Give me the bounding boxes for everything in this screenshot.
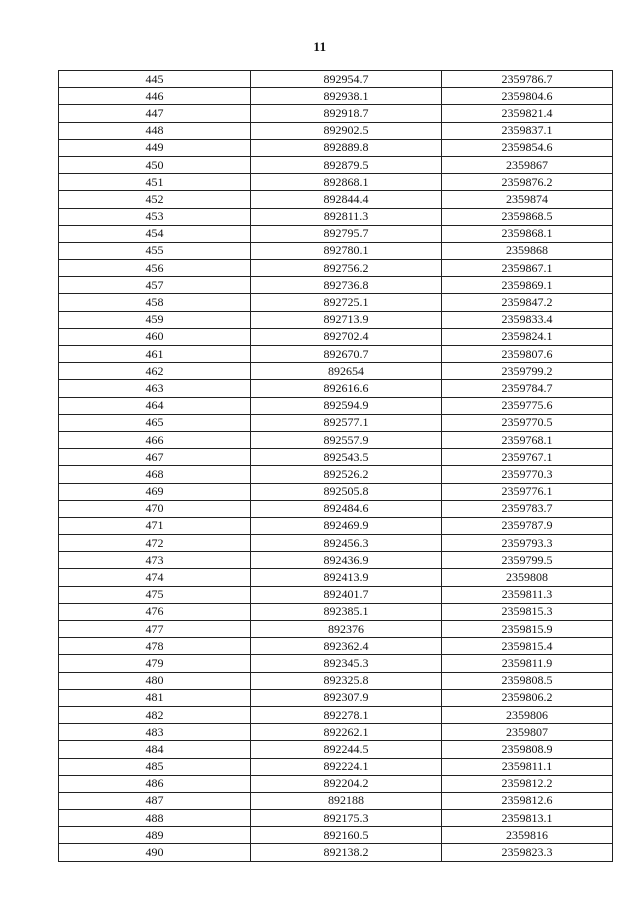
table-row xyxy=(59,552,613,569)
page-number: 11 xyxy=(313,39,327,54)
x-coordinate-cell: 892938.1 xyxy=(251,88,442,105)
x-coordinate-cell: 892713.9 xyxy=(251,311,442,328)
x-coordinate-cell: 892401.7 xyxy=(251,586,442,603)
table-row xyxy=(59,741,613,758)
y-coordinate-cell: 2359807 xyxy=(442,724,613,741)
table-row xyxy=(59,483,613,500)
y-coordinate-cell: 2359767.1 xyxy=(442,449,613,466)
x-coordinate-cell: 892795.7 xyxy=(251,225,442,242)
table-row xyxy=(59,328,613,345)
y-coordinate-cell: 2359833.4 xyxy=(442,311,613,328)
x-coordinate-cell: 892889.8 xyxy=(251,139,442,156)
point-number-cell: 480 xyxy=(59,672,251,689)
table-row xyxy=(59,71,613,88)
point-number-cell: 445 xyxy=(59,71,251,88)
x-coordinate-cell: 892385.1 xyxy=(251,603,442,620)
y-coordinate-cell: 2359808 xyxy=(442,569,613,586)
x-coordinate-cell: 892780.1 xyxy=(251,242,442,259)
point-number-cell: 473 xyxy=(59,552,251,569)
table-row xyxy=(59,638,613,655)
point-number-cell: 472 xyxy=(59,535,251,552)
table-row xyxy=(59,139,613,156)
x-coordinate-cell: 892616.6 xyxy=(251,380,442,397)
point-number-cell: 481 xyxy=(59,689,251,706)
table-row xyxy=(59,672,613,689)
y-coordinate-cell: 2359784.7 xyxy=(442,380,613,397)
point-number-cell: 487 xyxy=(59,792,251,809)
point-number-cell: 489 xyxy=(59,827,251,844)
point-number-cell: 485 xyxy=(59,758,251,775)
table-row xyxy=(59,466,613,483)
y-coordinate-cell: 2359815.9 xyxy=(442,621,613,638)
y-coordinate-cell: 2359776.1 xyxy=(442,483,613,500)
x-coordinate-cell: 892278.1 xyxy=(251,706,442,723)
y-coordinate-cell: 2359837.1 xyxy=(442,122,613,139)
table-row xyxy=(59,792,613,809)
y-coordinate-cell: 2359783.7 xyxy=(442,500,613,517)
point-number-cell: 468 xyxy=(59,466,251,483)
point-number-cell: 474 xyxy=(59,569,251,586)
x-coordinate-cell: 892879.5 xyxy=(251,156,442,173)
table-row xyxy=(59,208,613,225)
x-coordinate-cell: 892670.7 xyxy=(251,346,442,363)
y-coordinate-cell: 2359847.2 xyxy=(442,294,613,311)
point-number-cell: 449 xyxy=(59,139,251,156)
point-number-cell: 470 xyxy=(59,500,251,517)
table-row xyxy=(59,294,613,311)
x-coordinate-cell: 892188 xyxy=(251,792,442,809)
table-row xyxy=(59,363,613,380)
y-coordinate-cell: 2359770.3 xyxy=(442,466,613,483)
table-row xyxy=(59,449,613,466)
point-number-cell: 479 xyxy=(59,655,251,672)
x-coordinate-cell: 892526.2 xyxy=(251,466,442,483)
y-coordinate-cell: 2359854.6 xyxy=(442,139,613,156)
y-coordinate-cell: 2359867.1 xyxy=(442,260,613,277)
table-row xyxy=(59,586,613,603)
point-number-cell: 454 xyxy=(59,225,251,242)
y-coordinate-cell: 2359824.1 xyxy=(442,328,613,345)
table-row xyxy=(59,517,613,534)
table-row xyxy=(59,105,613,122)
x-coordinate-cell: 892204.2 xyxy=(251,775,442,792)
table-row xyxy=(59,397,613,414)
table-row xyxy=(59,724,613,741)
x-coordinate-cell: 892725.1 xyxy=(251,294,442,311)
table-row xyxy=(59,242,613,259)
point-number-cell: 477 xyxy=(59,621,251,638)
x-coordinate-cell: 892918.7 xyxy=(251,105,442,122)
x-coordinate-cell: 892436.9 xyxy=(251,552,442,569)
x-coordinate-cell: 892160.5 xyxy=(251,827,442,844)
y-coordinate-cell: 2359768.1 xyxy=(442,431,613,448)
point-number-cell: 460 xyxy=(59,328,251,345)
table-row xyxy=(59,689,613,706)
y-coordinate-cell: 2359811.1 xyxy=(442,758,613,775)
y-coordinate-cell: 2359812.2 xyxy=(442,775,613,792)
x-coordinate-cell: 892224.1 xyxy=(251,758,442,775)
y-coordinate-cell: 2359799.2 xyxy=(442,363,613,380)
point-number-cell: 464 xyxy=(59,397,251,414)
table-row xyxy=(59,277,613,294)
table-row xyxy=(59,603,613,620)
table-row xyxy=(59,706,613,723)
table-row xyxy=(59,174,613,191)
y-coordinate-cell: 2359868 xyxy=(442,242,613,259)
point-number-cell: 452 xyxy=(59,191,251,208)
y-coordinate-cell: 2359775.6 xyxy=(442,397,613,414)
x-coordinate-cell: 892868.1 xyxy=(251,174,442,191)
y-coordinate-cell: 2359815.4 xyxy=(442,638,613,655)
table-row xyxy=(59,346,613,363)
y-coordinate-cell: 2359811.3 xyxy=(442,586,613,603)
point-number-cell: 466 xyxy=(59,431,251,448)
y-coordinate-cell: 2359793.3 xyxy=(442,535,613,552)
x-coordinate-cell: 892577.1 xyxy=(251,414,442,431)
y-coordinate-cell: 2359787.9 xyxy=(442,517,613,534)
point-number-cell: 450 xyxy=(59,156,251,173)
point-number-cell: 475 xyxy=(59,586,251,603)
table-row xyxy=(59,431,613,448)
y-coordinate-cell: 2359869.1 xyxy=(442,277,613,294)
point-number-cell: 463 xyxy=(59,380,251,397)
point-number-cell: 451 xyxy=(59,174,251,191)
table-row xyxy=(59,827,613,844)
x-coordinate-cell: 892175.3 xyxy=(251,810,442,827)
x-coordinate-cell: 892902.5 xyxy=(251,122,442,139)
table-row xyxy=(59,311,613,328)
y-coordinate-cell: 2359770.5 xyxy=(442,414,613,431)
y-coordinate-cell: 2359815.3 xyxy=(442,603,613,620)
y-coordinate-cell: 2359807.6 xyxy=(442,346,613,363)
point-number-cell: 469 xyxy=(59,483,251,500)
point-number-cell: 488 xyxy=(59,810,251,827)
x-coordinate-cell: 892138.2 xyxy=(251,844,442,861)
x-coordinate-cell: 892702.4 xyxy=(251,328,442,345)
y-coordinate-cell: 2359867 xyxy=(442,156,613,173)
table-row xyxy=(59,156,613,173)
y-coordinate-cell: 2359812.6 xyxy=(442,792,613,809)
y-coordinate-cell: 2359808.5 xyxy=(442,672,613,689)
point-number-cell: 486 xyxy=(59,775,251,792)
y-coordinate-cell: 2359876.2 xyxy=(442,174,613,191)
x-coordinate-cell: 892736.8 xyxy=(251,277,442,294)
y-coordinate-cell: 2359806.2 xyxy=(442,689,613,706)
x-coordinate-cell: 892594.9 xyxy=(251,397,442,414)
point-number-cell: 467 xyxy=(59,449,251,466)
point-number-cell: 471 xyxy=(59,517,251,534)
y-coordinate-cell: 2359811.9 xyxy=(442,655,613,672)
x-coordinate-cell: 892376 xyxy=(251,621,442,638)
table-row xyxy=(59,775,613,792)
y-coordinate-cell: 2359868.5 xyxy=(442,208,613,225)
table-row xyxy=(59,844,613,861)
x-coordinate-cell: 892345.3 xyxy=(251,655,442,672)
y-coordinate-cell: 2359808.9 xyxy=(442,741,613,758)
x-coordinate-cell: 892954.7 xyxy=(251,71,442,88)
y-coordinate-cell: 2359823.3 xyxy=(442,844,613,861)
point-number-cell: 457 xyxy=(59,277,251,294)
y-coordinate-cell: 2359816 xyxy=(442,827,613,844)
table-row xyxy=(59,260,613,277)
point-number-cell: 447 xyxy=(59,105,251,122)
point-number-cell: 453 xyxy=(59,208,251,225)
point-number-cell: 476 xyxy=(59,603,251,620)
y-coordinate-cell: 2359799.5 xyxy=(442,552,613,569)
x-coordinate-cell: 892244.5 xyxy=(251,741,442,758)
y-coordinate-cell: 2359806 xyxy=(442,706,613,723)
table-row xyxy=(59,225,613,242)
table-row xyxy=(59,191,613,208)
point-number-cell: 465 xyxy=(59,414,251,431)
x-coordinate-cell: 892811.3 xyxy=(251,208,442,225)
table-row xyxy=(59,88,613,105)
table-row xyxy=(59,414,613,431)
y-coordinate-cell: 2359868.1 xyxy=(442,225,613,242)
table-row xyxy=(59,535,613,552)
table-row xyxy=(59,569,613,586)
x-coordinate-cell: 892557.9 xyxy=(251,431,442,448)
y-coordinate-cell: 2359821.4 xyxy=(442,105,613,122)
y-coordinate-cell: 2359804.6 xyxy=(442,88,613,105)
point-number-cell: 462 xyxy=(59,363,251,380)
x-coordinate-cell: 892307.9 xyxy=(251,689,442,706)
table-row xyxy=(59,621,613,638)
coordinates-table xyxy=(58,70,613,862)
point-number-cell: 455 xyxy=(59,242,251,259)
x-coordinate-cell: 892362.4 xyxy=(251,638,442,655)
table-row xyxy=(59,500,613,517)
y-coordinate-cell: 2359786.7 xyxy=(442,71,613,88)
point-number-cell: 456 xyxy=(59,260,251,277)
table-row xyxy=(59,380,613,397)
x-coordinate-cell: 892543.5 xyxy=(251,449,442,466)
point-number-cell: 483 xyxy=(59,724,251,741)
x-coordinate-cell: 892469.9 xyxy=(251,517,442,534)
x-coordinate-cell: 892484.6 xyxy=(251,500,442,517)
x-coordinate-cell: 892844.4 xyxy=(251,191,442,208)
point-number-cell: 478 xyxy=(59,638,251,655)
coordinates-table-body xyxy=(59,71,613,862)
point-number-cell: 459 xyxy=(59,311,251,328)
table-row xyxy=(59,655,613,672)
point-number-cell: 484 xyxy=(59,741,251,758)
x-coordinate-cell: 892413.9 xyxy=(251,569,442,586)
x-coordinate-cell: 892505.8 xyxy=(251,483,442,500)
y-coordinate-cell: 2359813.1 xyxy=(442,810,613,827)
x-coordinate-cell: 892325.8 xyxy=(251,672,442,689)
y-coordinate-cell: 2359874 xyxy=(442,191,613,208)
point-number-cell: 446 xyxy=(59,88,251,105)
x-coordinate-cell: 892756.2 xyxy=(251,260,442,277)
point-number-cell: 461 xyxy=(59,346,251,363)
x-coordinate-cell: 892262.1 xyxy=(251,724,442,741)
table-row xyxy=(59,758,613,775)
point-number-cell: 458 xyxy=(59,294,251,311)
x-coordinate-cell: 892654 xyxy=(251,363,442,380)
point-number-cell: 448 xyxy=(59,122,251,139)
table-row xyxy=(59,122,613,139)
table-row xyxy=(59,810,613,827)
x-coordinate-cell: 892456.3 xyxy=(251,535,442,552)
point-number-cell: 482 xyxy=(59,706,251,723)
point-number-cell: 490 xyxy=(59,844,251,861)
